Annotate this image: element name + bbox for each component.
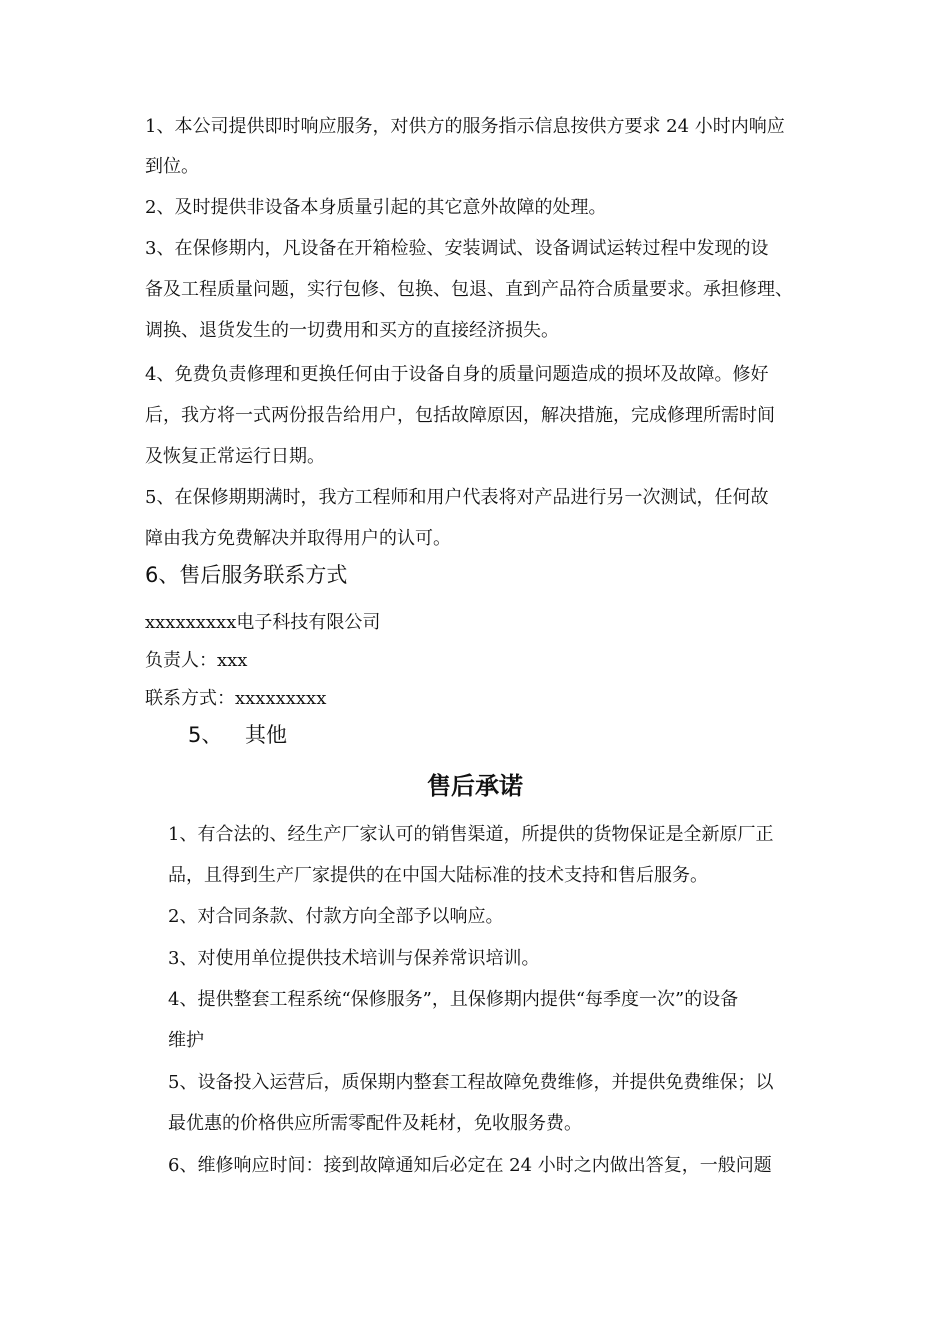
paragraph-line: 维护 xyxy=(168,1030,204,1051)
other-heading-number: 5、 xyxy=(188,723,223,747)
paragraph-line: 到位。 xyxy=(145,156,199,177)
paragraph-line: 4、免费负责修理和更换任何由于设备自身的质量问题造成的损坏及故障。修好 xyxy=(145,364,769,385)
contact-heading: 6、售后服务联系方式 xyxy=(145,563,348,587)
paragraph-line: 5、在保修期期满时，我方工程师和用户代表将对产品进行另一次测试，任何故 xyxy=(145,487,769,508)
contact-phone: 联系方式：xxxxxxxxx xyxy=(145,688,327,709)
paragraph-line: 后，我方将一式两份报告给用户，包括故障原因，解决措施，完成修理所需时间 xyxy=(145,405,775,426)
company-name: xxxxxxxxx电子科技有限公司 xyxy=(145,612,381,633)
contact-person: 负责人：xxx xyxy=(145,650,248,671)
paragraph-line: 最优惠的价格供应所需零配件及耗材，免收服务费。 xyxy=(168,1113,582,1134)
paragraph-line: 品，且得到生产厂家提供的在中国大陆标准的技术支持和售后服务。 xyxy=(168,865,708,886)
paragraph-line: 3、对使用单位提供技术培训与保养常识培训。 xyxy=(168,948,540,969)
commitment-title: 售后承诺 xyxy=(427,772,523,800)
paragraph-line: 5、设备投入运营后，质保期内整套工程故障免费维修，并提供免费维保；以 xyxy=(168,1072,774,1093)
paragraph-line: 6、维修响应时间：接到故障通知后必定在 24 小时之内做出答复，一般问题 xyxy=(168,1155,772,1176)
paragraph-line: 3、在保修期内，凡设备在开箱检验、安装调试、设备调试运转过程中发现的设 xyxy=(145,238,769,259)
paragraph-line: 2、对合同条款、付款方向全部予以响应。 xyxy=(168,906,504,927)
other-heading-label: 其他 xyxy=(245,723,287,747)
paragraph-line: 及恢复正常运行日期。 xyxy=(145,446,325,467)
paragraph-line: 障由我方免费解决并取得用户的认可。 xyxy=(145,528,451,549)
paragraph-line: 1、本公司提供即时响应服务，对供方的服务指示信息按供方要求 24 小时内响应 xyxy=(145,116,785,137)
paragraph-line: 2、及时提供非设备本身质量引起的其它意外故障的处理。 xyxy=(145,197,607,218)
paragraph-line: 4、提供整套工程系统“保修服务”，且保修期内提供“每季度一次”的设备 xyxy=(168,989,739,1010)
paragraph-line: 调换、退货发生的一切费用和买方的直接经济损失。 xyxy=(145,320,559,341)
paragraph-line: 1、有合法的、经生产厂家认可的销售渠道，所提供的货物保证是全新原厂正 xyxy=(168,824,774,845)
paragraph-line: 备及工程质量问题，实行包修、包换、包退、直到产品符合质量要求。承担修理、 xyxy=(145,279,793,300)
